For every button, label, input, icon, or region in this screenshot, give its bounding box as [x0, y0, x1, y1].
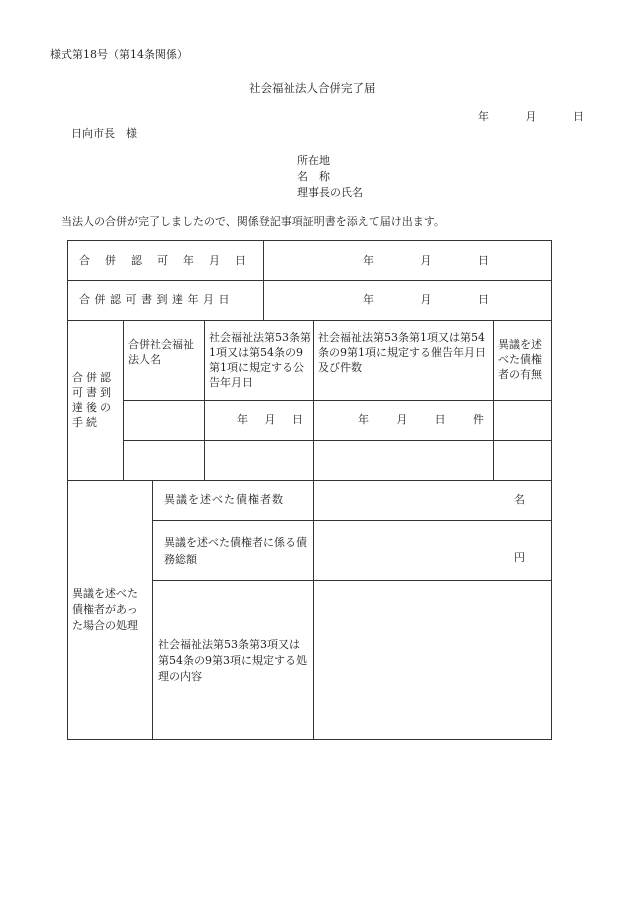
approval-date-value[interactable]: [363, 253, 489, 269]
handling-content-label: 社会福祉法第53条第3項又は第54条の9第3項に規定する処理の内容: [158, 638, 307, 683]
approval-arrival-date-value[interactable]: [363, 292, 489, 308]
name-label: 名 称: [297, 170, 330, 183]
form-number: 様式第18号（第14条関係）: [50, 48, 188, 61]
demand-month: 月: [396, 413, 408, 426]
header-objection: 異議を述べた債権者の有無: [498, 338, 542, 381]
notice-month: 月: [264, 413, 276, 426]
procedure-label: 合併認可書到達後の手続: [72, 371, 114, 429]
notice-day: 日: [292, 413, 303, 426]
header-corp-name: 合併社会福祉法人名: [128, 338, 194, 366]
demand-date-value[interactable]: [358, 412, 484, 428]
date-year-label: 年: [478, 110, 489, 123]
header-demand-date: 社会福祉法第53条第1項又は第54条の9第1項に規定する催告年月日及び件数: [318, 331, 486, 374]
header-notice-date: 社会福祉法第53条第1項又は第54条の9第1項に規定する公告年月日: [209, 331, 311, 389]
addressee: 日向市長 様: [71, 127, 137, 140]
creditor-count-unit: 名: [514, 493, 525, 506]
approval-month: 月: [420, 254, 432, 267]
form-title: 社会福祉法人合併完了届: [249, 81, 376, 95]
demand-count: 件: [472, 413, 484, 426]
date-month-label: 月: [525, 110, 537, 123]
chair-label: 理事長の氏名: [297, 186, 363, 199]
objection-section-label: 異議を述べた債権者があった場合の処理: [72, 587, 138, 632]
debt-total-label: 異議を述べた債権者に係る債務総額: [164, 536, 307, 566]
approval-arrival-date-label: 合 併 認 可 書 到 達 年 月 日: [79, 293, 230, 306]
date-day-label: 日: [573, 110, 584, 123]
demand-day: 日: [434, 413, 446, 426]
demand-year: 年: [358, 413, 369, 426]
arrival-month: 月: [420, 293, 432, 306]
approval-date-label: 合 併 認 可 年 月 日: [79, 254, 248, 267]
address-label: 所在地: [297, 154, 330, 167]
notice-date-value[interactable]: [237, 412, 303, 428]
notice-year: 年: [237, 413, 248, 426]
arrival-day: 日: [478, 293, 489, 306]
creditor-count-label: 異議を述べた債権者数: [164, 493, 284, 506]
debt-total-unit: 円: [514, 551, 525, 564]
approval-year: 年: [363, 254, 374, 267]
declaration: 当法人の合併が完了しましたので、関係登記事項証明書を添えて届け出ます。: [61, 215, 445, 228]
arrival-year: 年: [363, 293, 374, 306]
approval-day: 日: [478, 254, 489, 267]
